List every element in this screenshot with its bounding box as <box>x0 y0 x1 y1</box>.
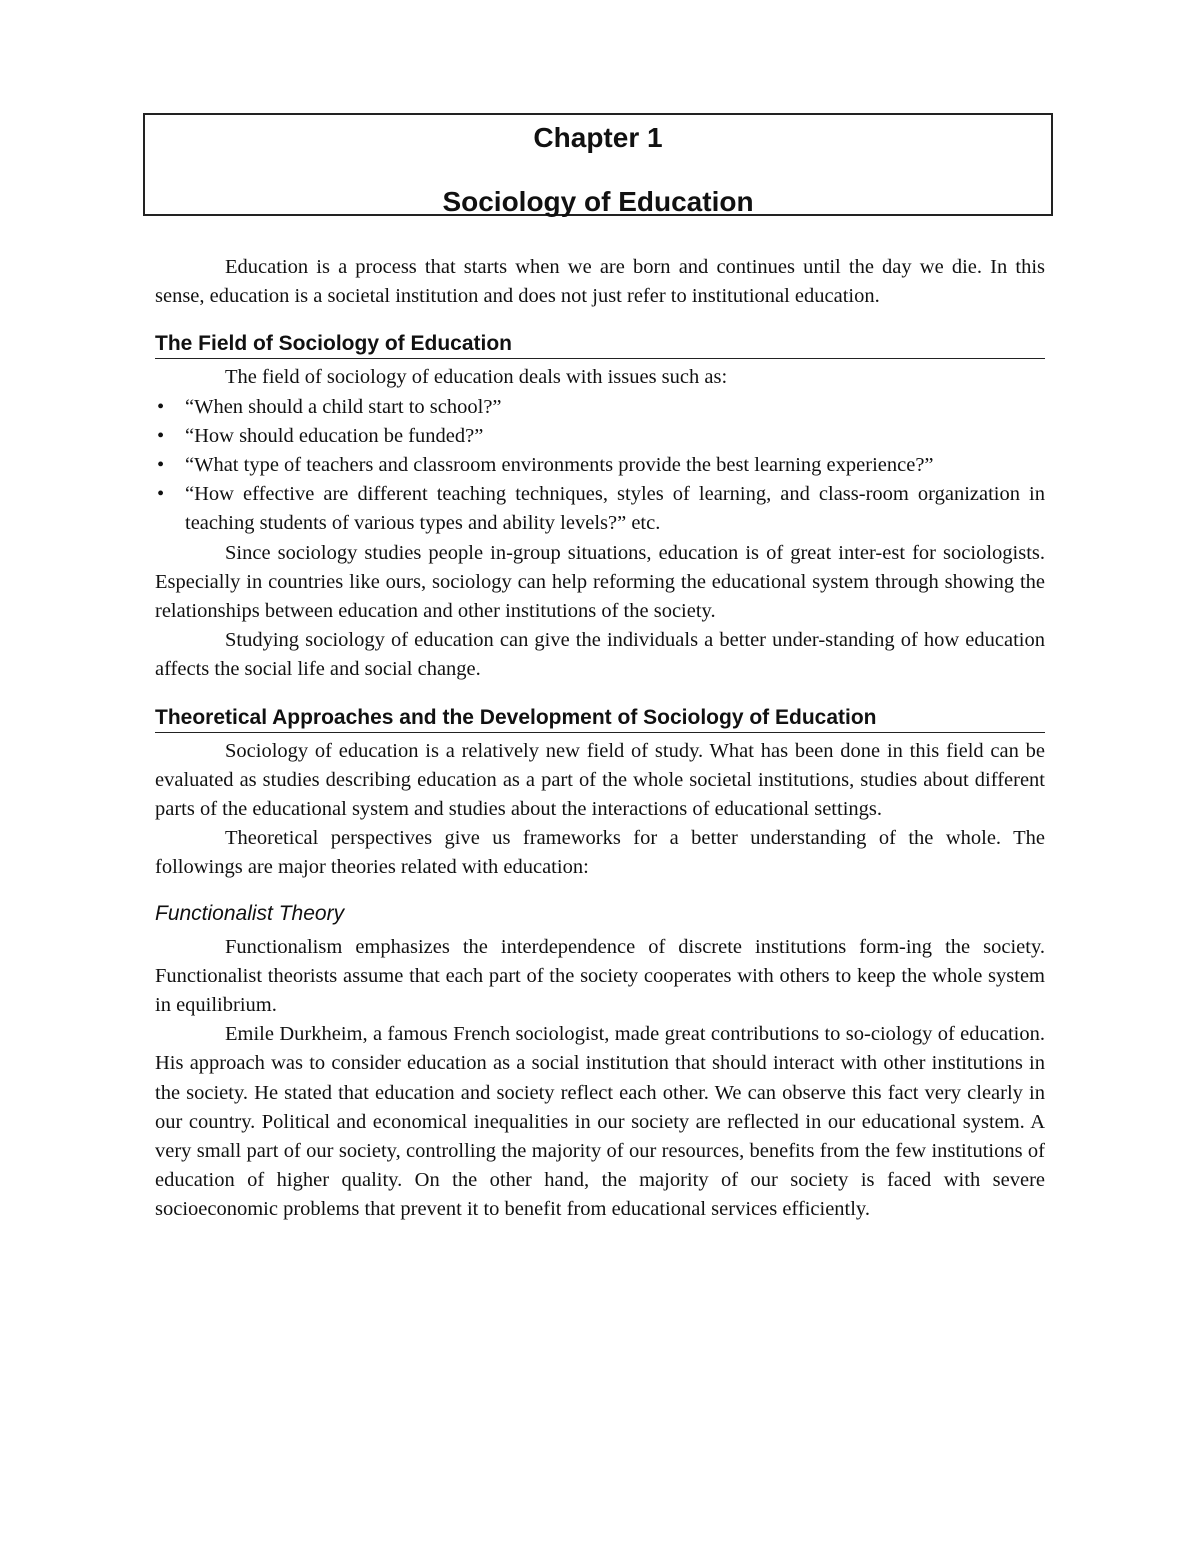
body-paragraph: Since sociology studies people in-group situations, education is of great inter-est for sociologists. Especially in countries like ours, sociology can help reforming the educational system through showing the relationships between education and other institutions of the society. <box>155 541 1045 623</box>
body-paragraph: Studying sociology of education can give the individuals a better under-standing of how education affects the social life and social change. <box>155 629 1045 681</box>
body-paragraph: Theoretical perspectives give us frameworks for a better understanding of the whole. The followings are major theories related with education: <box>155 827 1045 879</box>
bullet-icon: • <box>157 454 165 477</box>
list-item-text: “How should education be funded?” <box>185 424 484 447</box>
document-page <box>155 113 1045 1225</box>
list-item <box>155 422 1045 451</box>
chapter-title-box <box>143 113 1053 216</box>
intro-paragraph: Education is a process that starts when we are born and continues until the day we die. In this sense, education is a societal institution and does not just refer to institutional education. <box>155 256 1045 308</box>
bullet-icon: • <box>157 483 165 506</box>
list-item <box>155 393 1045 422</box>
issues-bullet-list <box>155 393 1045 539</box>
bullet-icon: • <box>157 395 165 418</box>
body-paragraph: Emile Durkheim, a famous French sociologist, made great contributions to so-ciology of education. His approach was to consider education as a social institution that should interact with other institutions in the society. He stated that education and society reflect each other. We can observe this fact very clearly in our country. Political and economical inequalities in our society are reflected in our educational system. A very small part of our society, controlling the majority of our resources, benefits from the few institutions of education of higher quality. On the other hand, the majority of our society is faced with severe socioeconomic problems that prevent it to benefit from educational services efficiently. <box>155 1023 1045 1221</box>
list-item <box>155 451 1045 480</box>
chapter-title: Sociology of Education <box>442 186 754 217</box>
section-lead-paragraph: The field of sociology of education deals with issues such as: <box>225 366 728 389</box>
bullet-icon: • <box>157 424 165 447</box>
chapter-number: Chapter 1 <box>533 122 663 153</box>
section-heading-field: The Field of Sociology of Education <box>155 331 1045 359</box>
list-item-text: “How effective are different teaching techniques, styles of learning, and class-room organization in teaching students of various types and ability levels?” etc. <box>185 483 1045 535</box>
body-paragraph: Functionalism emphasizes the interdependence of discrete institutions form-ing the society. Functionalist theorists assume that each part of the society cooperates with others to keep the whole system in equilibrium. <box>155 935 1045 1017</box>
list-item <box>155 480 1045 538</box>
subsection-heading-functionalist: Functionalist Theory <box>155 901 345 925</box>
list-item-text: “When should a child start to school?” <box>185 395 502 418</box>
body-paragraph: Sociology of education is a relatively new field of study. What has been done in this field can be evaluated as studies describing education as a part of the whole societal institutions, studies about different parts of the educational system and studies about the interactions of educational settings. <box>155 739 1045 821</box>
list-item-text: “What type of teachers and classroom environments provide the best learning experience?” <box>185 454 934 477</box>
section-heading-theoretical: Theoretical Approaches and the Development of Sociology of Education <box>155 705 1045 733</box>
